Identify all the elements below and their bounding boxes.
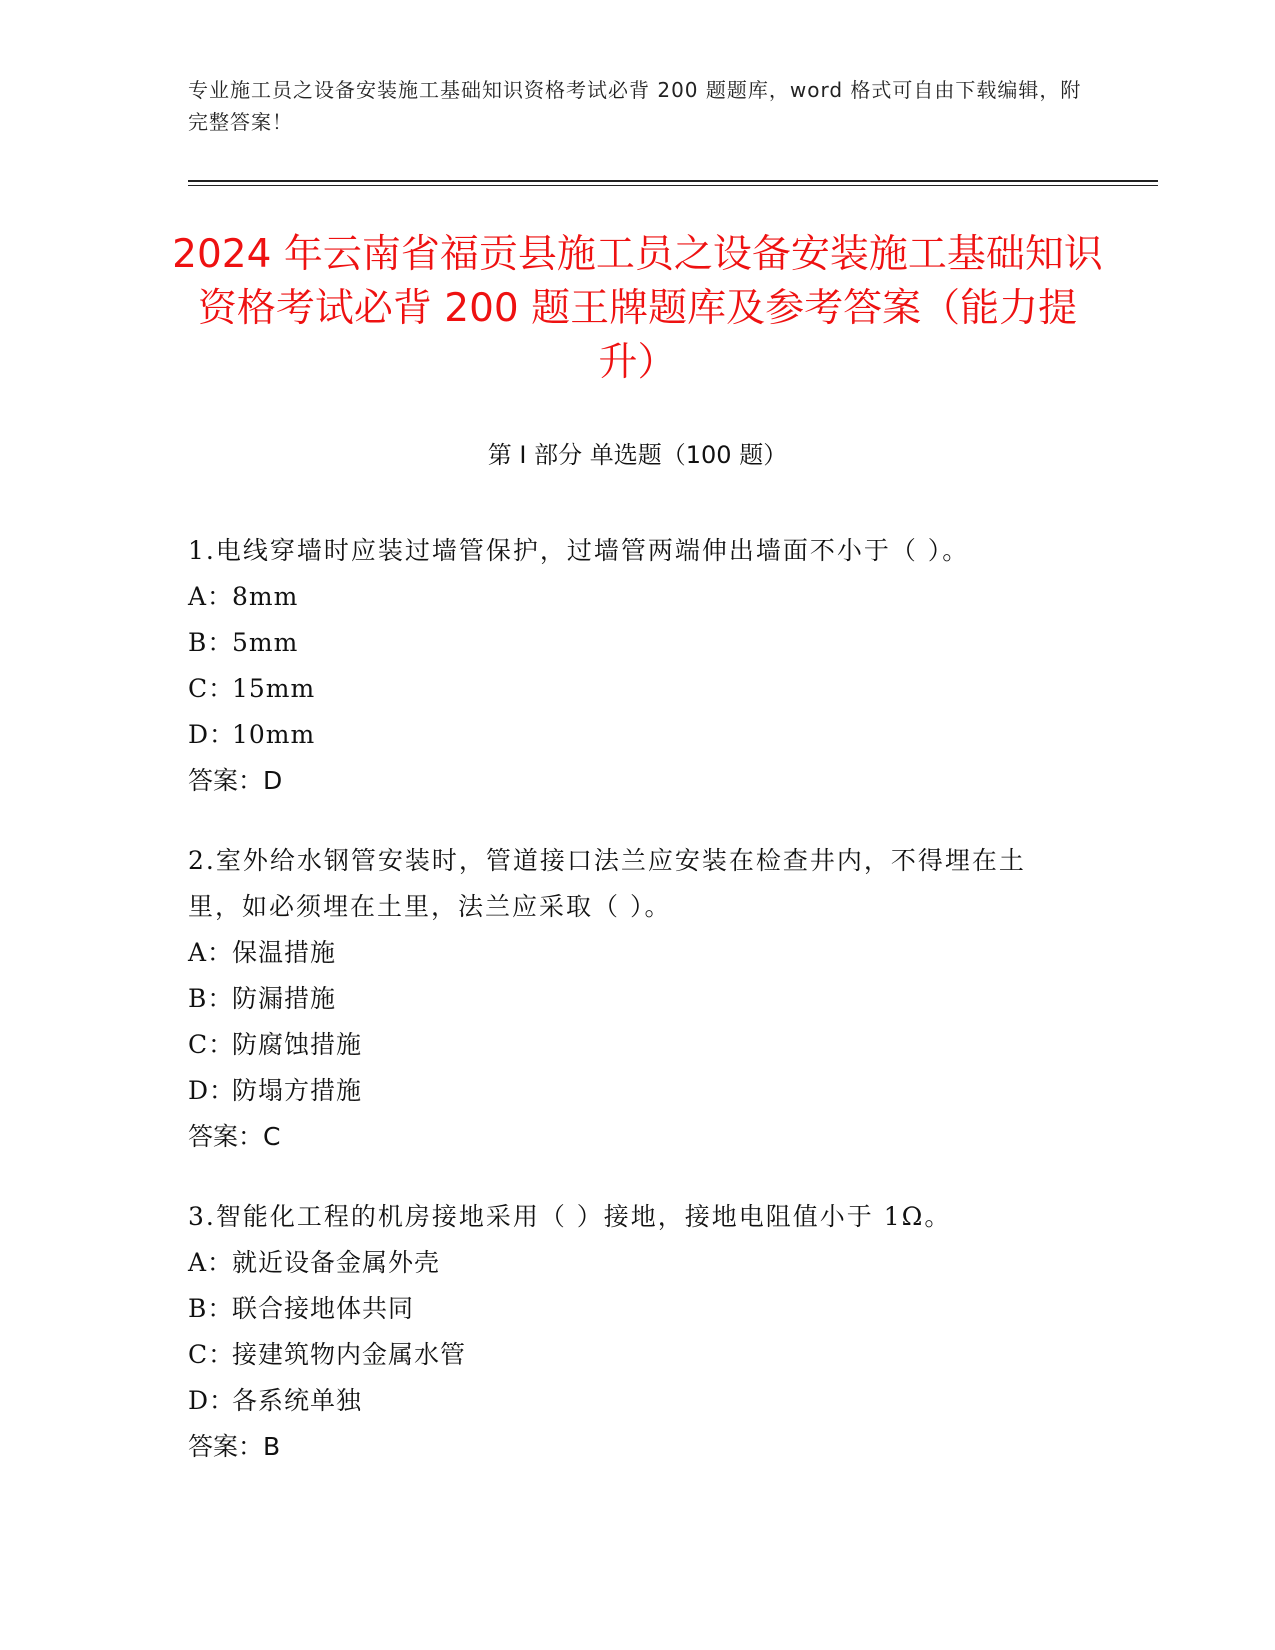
section-title: 第 I 部分 单选题（100 题） <box>487 441 788 469</box>
answer-line: 答案：B <box>188 1432 281 1461</box>
option-text: 就近设备金属外壳 <box>232 1248 441 1277</box>
option-key: C： <box>188 1030 235 1059</box>
option-key: A： <box>188 582 234 611</box>
option-d <box>188 1378 1068 1424</box>
option-text: 保温措施 <box>232 938 337 967</box>
option-key: D： <box>188 1386 236 1415</box>
answer-line: 答案：C <box>188 1122 281 1151</box>
header-note: 专业施工员之设备安装施工基础知识资格考试必背 200 题题库，word 格式可自由下载编辑，附完整答案！ <box>188 78 1082 134</box>
option-key: C： <box>188 674 235 703</box>
option-text: 防漏措施 <box>232 984 337 1013</box>
option-key: B： <box>188 1294 234 1323</box>
option-text: 5mm <box>232 628 299 657</box>
option-text: 各系统单独 <box>232 1386 363 1415</box>
option-text: 15mm <box>232 674 316 703</box>
option-d <box>188 712 1068 758</box>
option-key: D： <box>188 1076 236 1105</box>
answer-line: 答案：D <box>188 766 283 795</box>
option-c <box>188 1332 1068 1378</box>
option-text: 8mm <box>232 582 299 611</box>
option-b <box>188 976 1068 1022</box>
option-key: B： <box>188 628 234 657</box>
option-key: D： <box>188 720 236 749</box>
option-c <box>188 1022 1068 1068</box>
option-text: 接建筑物内金属水管 <box>232 1340 467 1369</box>
header-divider-thick <box>188 180 1158 182</box>
option-key: A： <box>188 938 234 967</box>
option-key: A： <box>188 1248 234 1277</box>
question-2 <box>188 838 1068 1160</box>
question-stem: 1.电线穿墙时应装过墙管保护，过墙管两端伸出墙面不小于（ ）。 <box>188 536 970 565</box>
option-d <box>188 1068 1068 1114</box>
option-key: B： <box>188 984 234 1013</box>
header-divider-thin <box>188 185 1158 186</box>
option-a <box>188 574 1068 620</box>
document-title: 2024 年云南省福贡县施工员之设备安装施工基础知识资格考试必背 200 题王牌题库及参考答案（能力提升） <box>172 232 1103 385</box>
question-list <box>188 528 1068 1504</box>
question-stem: 3.智能化工程的机房接地采用（ ）接地，接地电阻值小于 1Ω。 <box>188 1202 952 1231</box>
option-text: 10mm <box>232 720 316 749</box>
question-1 <box>188 528 1068 804</box>
option-text: 防塌方措施 <box>232 1076 363 1105</box>
option-b <box>188 1286 1068 1332</box>
option-key: C： <box>188 1340 235 1369</box>
option-b <box>188 620 1068 666</box>
option-text: 联合接地体共同 <box>232 1294 415 1323</box>
question-3 <box>188 1194 1068 1470</box>
option-c <box>188 666 1068 712</box>
option-a <box>188 930 1068 976</box>
question-stem: 2.室外给水钢管安装时，管道接口法兰应安装在检查井内，不得埋在土里，如必须埋在土里，法兰应采取（ ）。 <box>188 846 1026 921</box>
option-text: 防腐蚀措施 <box>232 1030 363 1059</box>
option-a <box>188 1240 1068 1286</box>
